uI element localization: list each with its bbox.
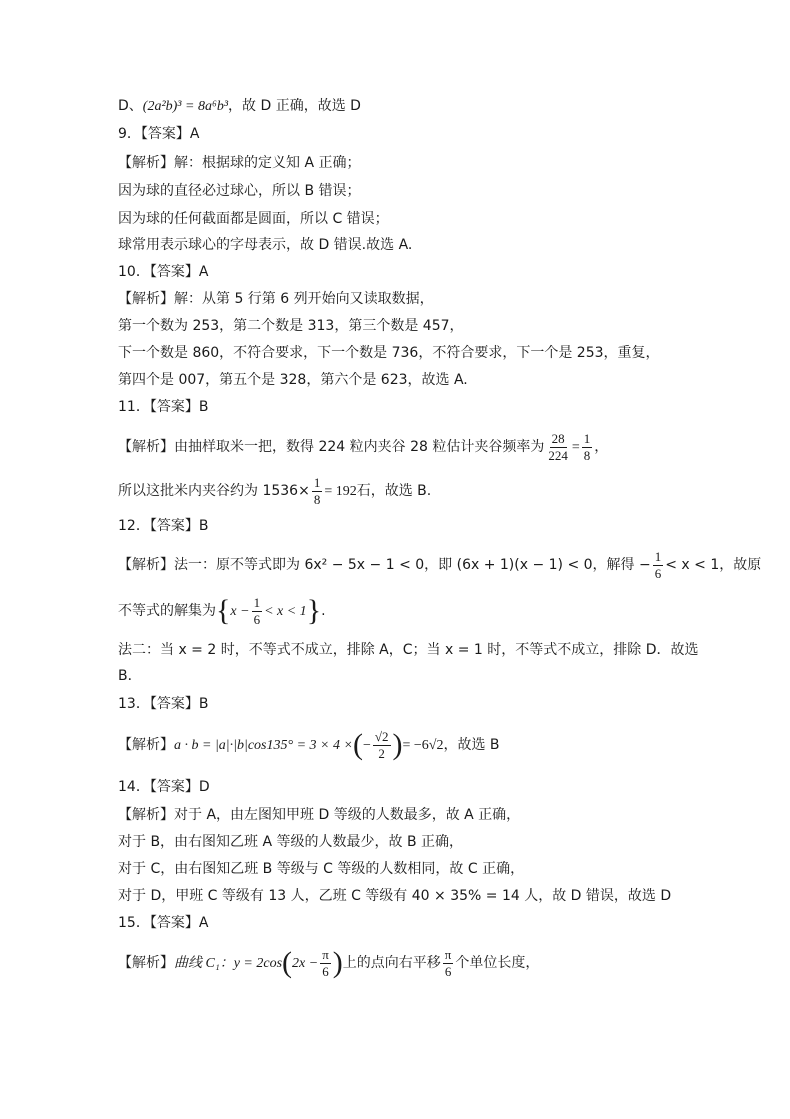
fraction: $\frac{1}{8}$ — [313, 474, 321, 507]
q11-answer-line — [118, 397, 208, 417]
left-paren: ( — [282, 946, 293, 979]
answer-tag: 【答案】 — [149, 779, 199, 795]
analysis-tag: 【解析】 — [118, 557, 174, 573]
q14-analysis-line-1 — [118, 805, 520, 825]
analysis-text: 个单位长度， — [455, 955, 540, 971]
option-d-label: D、 — [118, 98, 143, 114]
answer-tag: 【答案】 — [149, 518, 199, 534]
answer-tag: 【答案】 — [149, 915, 199, 931]
q10-analysis-line-4: 第四个是 007，第五个是 328，第六个是 623，故选 A. — [118, 372, 468, 388]
set-expression: x − — [230, 604, 250, 619]
answer-value: B — [198, 399, 209, 415]
analysis-text: < x < 1，故原 — [665, 557, 762, 573]
fraction: $\frac{1}{8}$ — [583, 430, 591, 463]
q10-answer-line — [118, 262, 208, 282]
question-number: 9． — [118, 126, 141, 142]
q15-analysis-line-1 — [118, 944, 539, 982]
question-number: 10． — [118, 264, 150, 280]
analysis-tag: 【解析】 — [118, 291, 174, 307]
q14-analysis-line-3: 对于 C，由右图知乙班 B 等级与 C 等级的人数相同，故 C 正确， — [118, 861, 525, 877]
analysis-text: 解：根据球的定义知 A 正确； — [174, 155, 361, 171]
analysis-text: ，故选 B — [443, 737, 500, 753]
analysis-tag: 【解析】 — [118, 155, 174, 171]
q14-analysis-line-2: 对于 B，由右图知乙班 A 等级的人数最少，故 B 正确， — [118, 834, 464, 850]
set-expression: < x < 1 — [264, 604, 307, 619]
equals-sign: = — [571, 440, 580, 455]
right-paren: ) — [392, 728, 403, 761]
q14-analysis-line-4: 对于 D，甲班 C 等级有 13 人，乙班 C 等级有 40 × 35% = 14 人，故 D 错误，故选 D — [118, 888, 672, 904]
answer-tag: 【答案】 — [149, 399, 199, 415]
punctuation: . — [321, 603, 326, 619]
answer-value: B — [198, 518, 209, 534]
fraction: $\frac{\pi}{6}$ — [444, 946, 452, 979]
question-number: 12． — [118, 518, 150, 534]
q11-analysis-line-2 — [118, 474, 431, 508]
answer-tag: 【答案】 — [140, 126, 190, 142]
punctuation: ， — [594, 439, 609, 455]
q9-analysis-line-3: 因为球的任何截面都是圆面，所以 C 错误； — [118, 211, 389, 227]
q10-analysis-line-1 — [118, 289, 434, 309]
answer-tag: 【答案】 — [149, 696, 199, 712]
analysis-tag: 【解析】 — [118, 807, 174, 823]
right-brace: } — [306, 594, 322, 627]
analysis-tag: 【解析】 — [118, 955, 174, 971]
analysis-text: 对于 A，由左图知甲班 D 等级的人数最多，故 A 正确， — [174, 807, 521, 823]
question-number: 13． — [118, 696, 150, 712]
q13-analysis-line-1: 【解析】a · b = |a|·|b|cos135° = 3 × 4 ×(− $\frac{√2}{2}$ )= −6√2，故选 B — [118, 728, 500, 761]
left-brace: { — [216, 594, 231, 627]
answer-value: A — [189, 126, 200, 142]
analysis-text: 所以这批米内夹谷约为 1536× — [118, 483, 310, 499]
analysis-text: 解：从第 5 行第 6 列开始向又读取数据， — [174, 291, 434, 307]
q15-answer-line — [118, 913, 208, 933]
analysis-text: 由抽样取米一把，数得 224 粒内夹谷 28 粒估计夹谷频率为 — [174, 439, 545, 455]
q9-analysis-line-2: 因为球的直径必过球心，所以 B 错误； — [118, 183, 361, 199]
q9-answer-line — [118, 124, 200, 144]
cos-argument: 2x − — [292, 956, 319, 971]
right-paren: ) — [332, 946, 343, 979]
analysis-text: 不等式的解集为 — [118, 603, 216, 619]
fraction: $\frac{1}{6}$ — [253, 594, 261, 627]
q12-analysis-line-3: 法二：当 x = 2 时，不等式不成立，排除 A，C；当 x = 1 时，不等式不成立，排除 D．故选 — [118, 642, 699, 658]
q9-analysis-line-4: 球常用表示球心的字母表示，故 D 错误.故选 A. — [118, 237, 413, 253]
option-d-formula: (2a²b)³ = 8a⁶b³ — [142, 99, 229, 114]
fraction: $\frac{28}{224}$ — [548, 430, 568, 463]
analysis-tag: 【解析】 — [118, 439, 174, 455]
q12-answer-line — [118, 516, 208, 536]
question-number: 15． — [118, 915, 150, 931]
fraction: $\frac{1}{6}$ — [654, 548, 662, 581]
result-value: = 192 — [324, 484, 357, 499]
question-number: 14． — [118, 779, 150, 795]
answer-value: A — [198, 915, 209, 931]
dot-product-formula: a · b = |a|·|b|cos135° = 3 × 4 × — [174, 738, 353, 753]
analysis-text: 上的点向右平移 — [342, 955, 441, 971]
q13-answer-line — [118, 694, 208, 714]
question-number: 11． — [118, 399, 150, 415]
analysis-text: 石，故选 B. — [356, 483, 432, 499]
fraction: $\frac{\pi}{6}$ — [322, 946, 329, 979]
analysis-text: 法一：原不等式即为 6x² − 5x − 1 < 0，即 (6x + 1)(x − 1) < 0，解得 − — [174, 557, 651, 573]
result-value: = −6√2 — [402, 738, 444, 753]
q14-answer-line — [118, 777, 210, 797]
curve-formula: 曲线 C₁：y = 2cos — [174, 956, 283, 971]
fraction: $\frac{√2}{2}$ — [374, 728, 389, 761]
q12-analysis-line-4: B． — [118, 668, 142, 684]
left-paren: ( — [352, 728, 363, 761]
q12-analysis-line-1 — [118, 548, 761, 582]
q9-analysis-line-1 — [118, 153, 360, 173]
q10-analysis-line-2: 第一个数为 253，第二个数是 313，第三个数是 457， — [118, 318, 464, 334]
option-d-conclusion: ，故 D 正确，故选 D — [228, 98, 361, 114]
q12-analysis-line-2 — [118, 592, 326, 630]
answer-value: B — [198, 696, 209, 712]
analysis-tag: 【解析】 — [118, 737, 174, 753]
answer-tag: 【答案】 — [149, 264, 199, 280]
q11-analysis-line-1 — [118, 430, 608, 464]
answer-value: A — [198, 264, 209, 280]
q10-analysis-line-3: 下一个数是 860，不符合要求，下一个数是 736，不符合要求，下一个是 253，重复， — [118, 345, 660, 361]
answer-value: D — [198, 779, 210, 795]
option-d-line — [118, 96, 361, 117]
